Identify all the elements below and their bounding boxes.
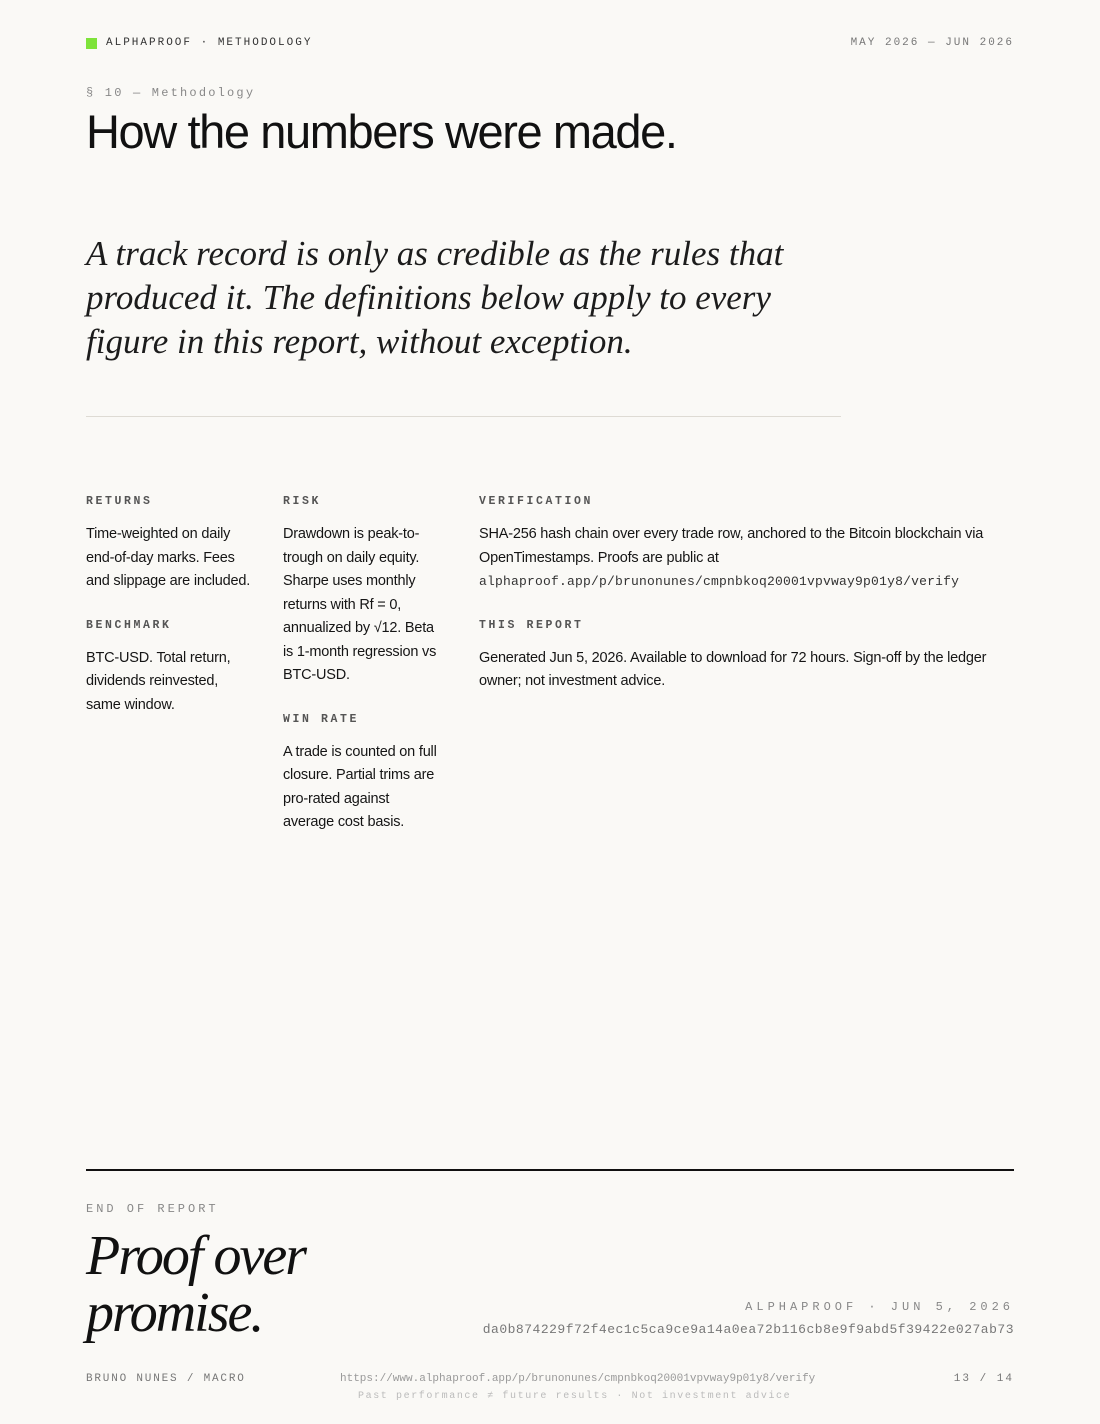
section-divider xyxy=(86,416,841,417)
lede-paragraph: A track record is only as credible as the rules that produced it. The definitions below apply to every figure in this report, without exception. xyxy=(86,234,784,361)
section-number-label: § 10 — Methodology xyxy=(86,86,256,100)
this-report-heading: THIS REPORT xyxy=(479,618,584,632)
page-number: 13 / 14 xyxy=(953,1373,1014,1385)
returns-heading: RETURNS xyxy=(86,495,153,508)
closing-title xyxy=(86,1225,305,1344)
signature-line: ALPHAPROOF · JUN 5, 2026 xyxy=(745,1300,1014,1314)
benchmark-body: BTC-USD. Total return, dividends reinvested, same window. xyxy=(86,649,231,713)
footer-disclaimer: Past performance ≠ future results · Not investment advice xyxy=(358,1391,792,1402)
win-rate-heading: WIN RATE xyxy=(283,712,360,726)
footer-author: BRUNO NUNES / MACRO xyxy=(86,1373,246,1385)
verification-heading: VERIFICATION xyxy=(479,495,594,508)
signature-hash: da0b874229f72f4ec1c5ca9ce9a14a0ea72b116cb8e9f9abd5f39422e027ab73 xyxy=(482,1322,1014,1337)
benchmark-heading: BENCHMARK xyxy=(86,618,172,632)
returns-body: Time-weighted on daily end-of-day marks. Fees and slippage are included. xyxy=(86,526,251,589)
brand-header xyxy=(86,37,312,49)
footer-verify-link[interactable]: https://www.alphaproof.app/p/brunonunes/cmpnbkoq20001vpvway9p01y8/verify xyxy=(340,1373,816,1385)
end-of-report-label: END OF REPORT xyxy=(86,1202,219,1216)
brand-section-label: ALPHAPROOF · METHODOLOGY xyxy=(106,37,313,49)
risk-heading: RISK xyxy=(283,495,322,508)
win-rate-body: A trade is counted on full closure. Partial trims are pro-rated against average cost basis. xyxy=(283,743,437,830)
verification-text: SHA-256 hash chain over every trade row, anchored to the Bitcoin blockchain via OpenTimestamps. Proofs are public at xyxy=(479,526,984,566)
report-date-range: MAY 2026 — JUN 2026 xyxy=(850,37,1014,49)
column-verification-report xyxy=(479,494,1019,694)
closing-divider xyxy=(86,1169,1014,1171)
risk-body: Drawdown is peak-to-trough on daily equity. Sharpe uses monthly returns with Rf = 0, annualized by √12. Beta is 1-month regression vs BTC-USD. xyxy=(283,526,437,683)
verification-url-link[interactable]: alphaproof.app/p/brunonunes/cmpnbkoq20001vpvway9p01y8/verify xyxy=(479,574,960,589)
column-risk-winrate xyxy=(283,494,443,835)
page-title: How the numbers were made. xyxy=(86,105,677,158)
top-bar xyxy=(86,37,1014,51)
this-report-body: Generated Jun 5, 2026. Available to download for 72 hours. Sign-off by the ledger owner; not investment advice. xyxy=(479,649,987,689)
closing-title-line-2: promise. xyxy=(86,1282,263,1344)
verification-body xyxy=(479,523,1019,594)
brand-logo-icon xyxy=(86,38,97,49)
column-returns-benchmark xyxy=(86,494,254,717)
closing-title-line-1: Proof over xyxy=(86,1225,305,1287)
